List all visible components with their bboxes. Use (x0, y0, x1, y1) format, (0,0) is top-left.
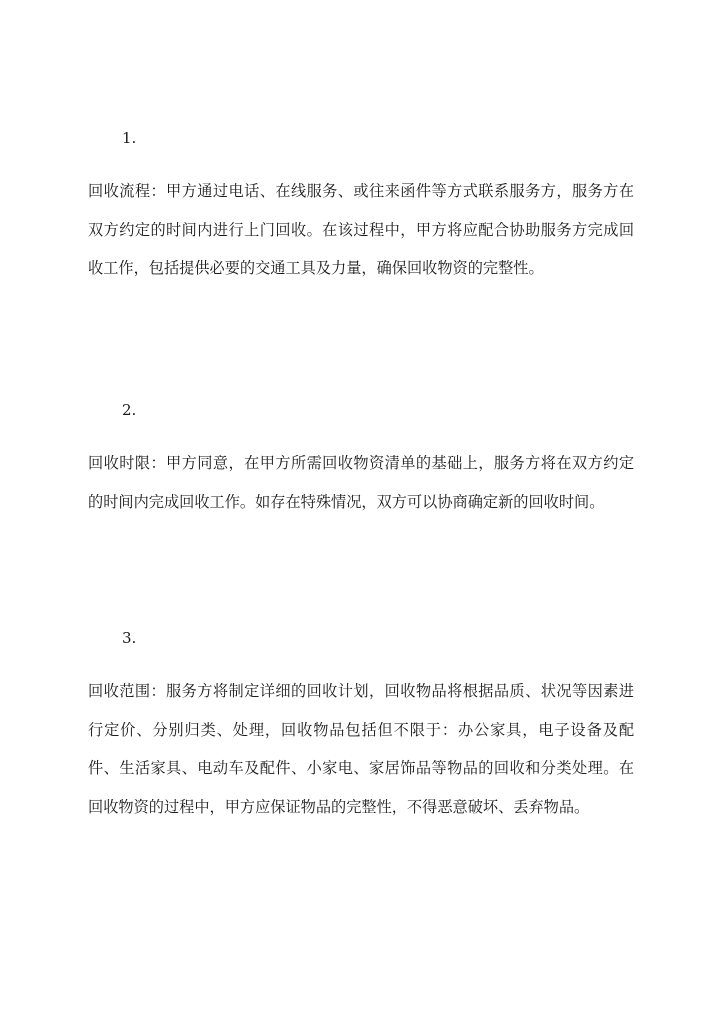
clause-number: 1. (122, 129, 137, 147)
clause-number: 3. (122, 629, 137, 647)
clause-number: 2. (122, 401, 137, 419)
clause-text: 回收时限：甲方同意，在甲方所需回收物资清单的基础上，服务方将在双方约定的时间内完成回收工作。如存在特殊情况，双方可以协商确定新的回收时间。 (88, 454, 634, 511)
clause-3 (88, 628, 634, 826)
clause-2 (88, 400, 634, 521)
clause-text: 回收流程：甲方通过电话、在线服务、或往来函件等方式联系服务方，服务方在双方约定的时间内进行上门回收。在该过程中，甲方将应配合协助服务方完成回收工作，包括提供必要的交通工具及力量，确保回收物资的完整性。 (88, 182, 634, 277)
clause-1 (88, 128, 634, 288)
clause-text: 回收范围：服务方将制定详细的回收计划，回收物品将根据品质、状况等因素进行定价、分别归类、处理，回收物品包括但不限于：办公家具，电子设备及配件、生活家具、电动车及配件、小家电、家居饰品等物品的回收和分类处理。在回收物资的过程中，甲方应保证物品的完整性，不得恶意破坏、丢弃物品。 (88, 682, 634, 816)
